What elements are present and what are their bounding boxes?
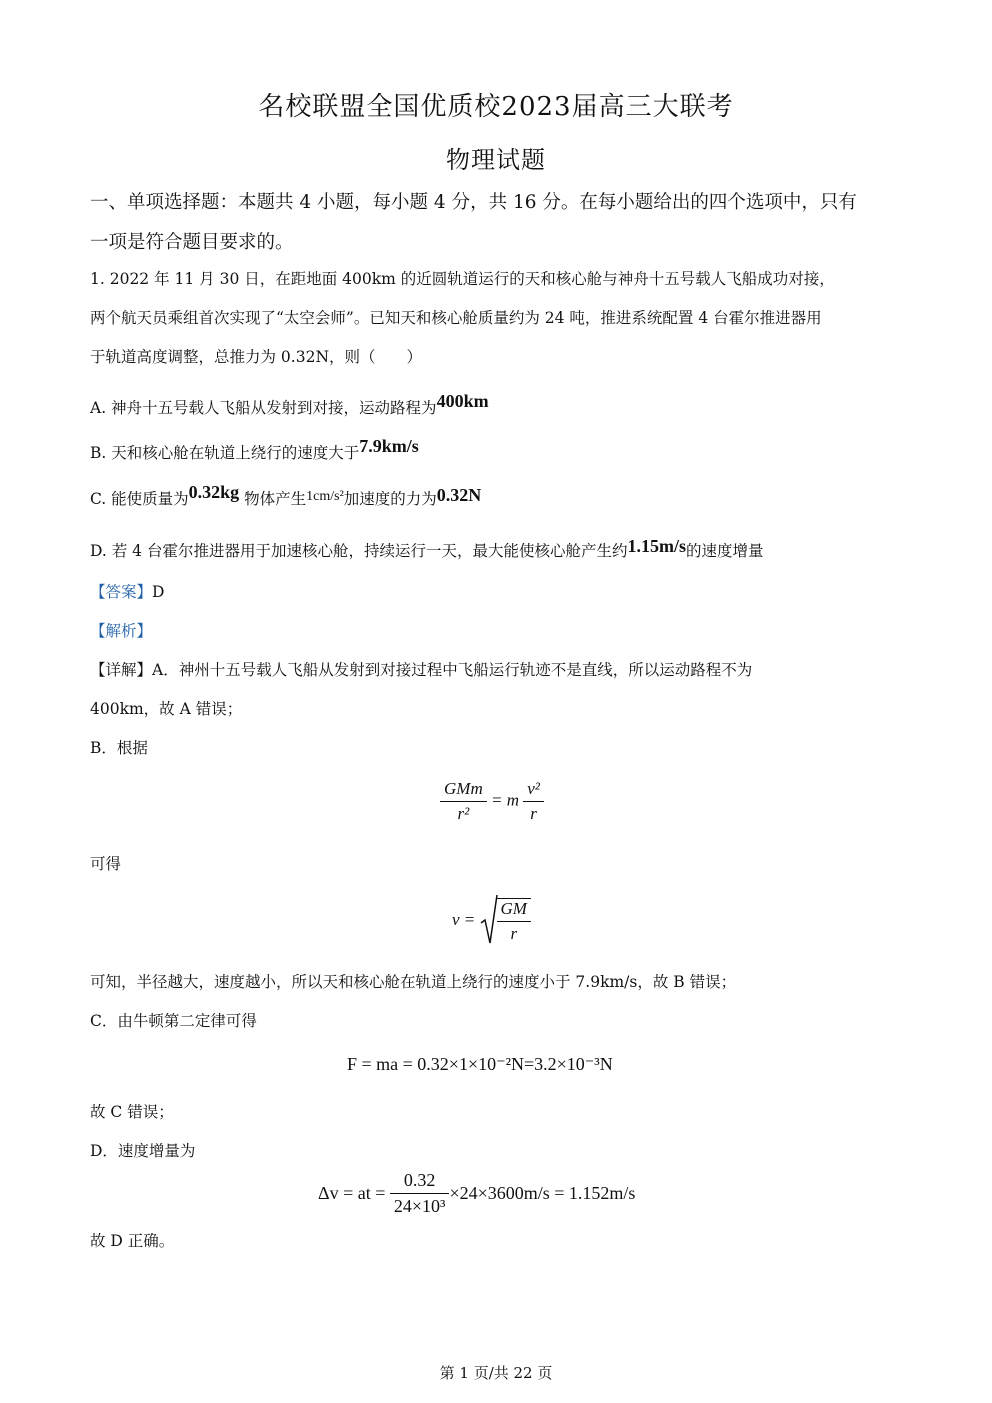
eq4-lhs: Δv = at = xyxy=(318,1183,386,1203)
equation-force: F = ma = 0.32×1×10⁻²N=3.2×10⁻³N xyxy=(347,1054,613,1074)
detail-a-text: A．神州十五号载人飞船从发射到对接过程中飞船运行轨迹不是直线，所以运动路程不为 xyxy=(152,661,753,679)
detail-d-head: D．速度增量为 xyxy=(90,1142,196,1160)
eq1-middle: = m xyxy=(490,790,519,810)
detail-b-conclusion: 可知，半径越大，速度越小，所以天和核心舱在轨道上绕行的速度小于 7.9km/s，故 B 错误； xyxy=(90,973,737,991)
exam-title: 名校联盟全国优质校2023届高三大联考 xyxy=(258,92,734,122)
option-c-value1: 0.32kg xyxy=(188,482,240,502)
eq4-numerator: 0.32 xyxy=(390,1170,450,1194)
question-line1: 1. 2022 年 11 月 30 日，在距地面 400km 的近圆轨道运行的天和核心舱与神舟十五号载人飞船成功对接， xyxy=(90,270,835,288)
eq1-numerator: GMm xyxy=(440,779,487,802)
sqrt-sign-icon xyxy=(480,893,498,947)
section-heading-line2: 一项是符合题目要求的。 xyxy=(90,232,294,253)
option-a xyxy=(90,391,489,418)
detail-b-can: 可得 xyxy=(90,855,122,873)
option-d-text1: D. 若 4 台霍尔推进器用于加速核心舱，持续运行一天，最大能使核心舱产生约 xyxy=(90,542,628,560)
option-d-text2: 的速度增量 xyxy=(685,542,764,560)
answer-value: D xyxy=(152,583,165,601)
eq4-denominator: 24×10³ xyxy=(393,1196,446,1216)
option-b-value: 7.9km/s xyxy=(359,436,419,456)
option-c-value3: 0.32N xyxy=(436,485,482,505)
detail-c-head: C．由牛顿第二定律可得 xyxy=(90,1012,257,1030)
eq1-denominator: r² xyxy=(457,804,470,823)
option-c xyxy=(90,482,482,509)
detail-d-conclusion: 故 D 正确。 xyxy=(90,1232,175,1250)
option-d-value: 1.15m/s xyxy=(627,536,686,556)
eq2-lhs: v = xyxy=(452,910,476,929)
detail-a-line2: 400km，故 A 错误； xyxy=(90,700,243,718)
page-number: 第 1 页/共 22 页 xyxy=(439,1364,553,1382)
equation-velocity xyxy=(452,893,531,947)
option-b-text: B. 天和核心舱在轨道上绕行的速度大于 xyxy=(90,444,360,462)
eq1-numerator2: v² xyxy=(523,779,544,802)
answer-line xyxy=(90,580,164,602)
question-line2: 两个航天员乘组首次实现了“太空会师”。已知天和核心舱质量约为 24 吨，推进系统配置 4 台霍尔推进器用 xyxy=(90,309,822,327)
detail-label: 【详解】 xyxy=(90,661,153,679)
equation-delta-v xyxy=(318,1170,635,1217)
equation-gravity xyxy=(440,779,544,824)
option-d xyxy=(90,536,764,561)
analysis-label: 【解析】 xyxy=(90,622,153,640)
detail-c-conclusion: 故 C 错误； xyxy=(90,1103,174,1121)
question-line3: 于轨道高度调整，总推力为 0.32N，则（ ） xyxy=(90,348,423,366)
option-c-text3: 加速度的力为 xyxy=(343,490,437,508)
option-c-text1: C. 能使质量为 xyxy=(90,490,189,508)
detail-line-a xyxy=(90,658,752,680)
exam-subtitle: 物理试题 xyxy=(446,146,546,174)
option-c-text2: 物体产生 xyxy=(244,490,307,508)
eq2-numerator: GM xyxy=(497,899,531,922)
section-heading-line1: 一、单项选择题：本题共 4 小题，每小题 4 分，共 16 分。在每小题给出的四个选项中，只有 xyxy=(90,192,857,213)
eq2-denominator: r xyxy=(510,924,518,943)
detail-b-head: B．根据 xyxy=(90,739,148,757)
eq4-rhs: ×24×3600m/s = 1.152m/s xyxy=(449,1183,636,1203)
option-a-text: A. 神舟十五号载人飞船从发射到对接，运动路程为 xyxy=(90,399,437,417)
answer-label: 【答案】 xyxy=(90,583,153,601)
eq1-denominator2: r xyxy=(530,804,537,823)
option-b xyxy=(90,436,419,463)
option-a-value: 400km xyxy=(436,391,489,411)
option-c-value2: 1cm/s² xyxy=(306,489,344,504)
